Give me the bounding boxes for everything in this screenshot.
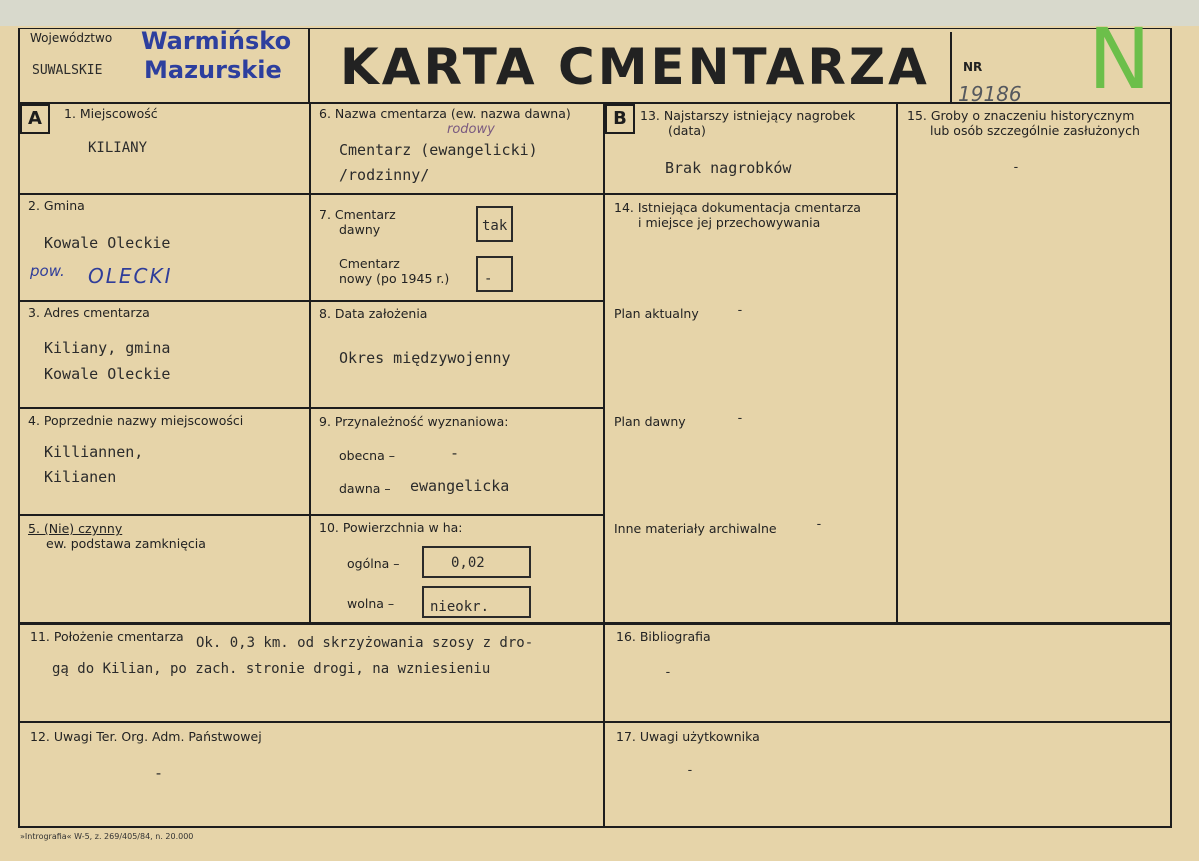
frame-bottom: [18, 826, 1172, 828]
nr-value: 19186: [958, 82, 1022, 106]
f7-label-old-2: dawny: [339, 222, 381, 237]
f4-label: 4. Poprzednie nazwy miejscowości: [28, 413, 244, 428]
f4-line2: Kilianen: [44, 468, 117, 486]
f14-plan-old-value: -: [736, 411, 744, 426]
f9-label: 9. Przynależność wyznaniowa:: [319, 414, 509, 429]
f2-pow-prefix: pow.: [30, 262, 65, 280]
f15-label-line1: 15. Groby o znaczeniu historycznym: [907, 108, 1135, 123]
f16-label: 16. Bibliografia: [616, 629, 711, 644]
row-line-5: [18, 622, 1172, 625]
row-line-3: [18, 407, 605, 409]
f9-former-value: ewangelicka: [410, 477, 510, 495]
row-line-4: [18, 514, 605, 516]
f6-hand-note: rodowy: [447, 122, 495, 137]
f12-label: 12. Uwagi Ter. Org. Adm. Państwowej: [30, 729, 262, 744]
f8-label: 8. Data założenia: [319, 306, 428, 321]
section-a-marker: A: [20, 104, 50, 134]
f3-line1: Kiliany, gmina: [44, 339, 171, 357]
f13-label-line1: 13. Najstarszy istniejący nagrobek: [640, 108, 856, 123]
section-b-marker: B: [605, 104, 635, 134]
f9-current-label: obecna –: [339, 448, 395, 463]
f7-new-value: -: [484, 271, 493, 287]
f10-total-label: ogólna –: [347, 556, 400, 571]
f6-line1: Cmentarz (ewangelicki): [339, 141, 538, 159]
f5-label-line2: ew. podstawa zamknięcia: [46, 536, 206, 551]
f13-value: Brak nagrobków: [665, 159, 792, 177]
f7-old-value: tak: [482, 218, 508, 234]
header-divider-2: [950, 32, 952, 102]
f10-total-value: 0,02: [451, 555, 485, 571]
f15-label-line2: lub osób szczególnie zasłużonych: [930, 123, 1140, 138]
voivodeship-typed: SUWALSKIE: [32, 63, 103, 78]
f7-label-new-1: Cmentarz: [339, 256, 400, 271]
f7-new-box: [476, 256, 513, 292]
f14-plan-current-label: Plan aktualny: [614, 306, 699, 321]
header-divider-1: [308, 28, 310, 103]
printer-imprint: »Intrografia« W-5, z. 269/405/84, n. 20.000: [20, 832, 194, 841]
f11-label: 11. Położenie cmentarza: [30, 629, 184, 644]
scan-top-band: [0, 0, 1199, 26]
row-line-6: [18, 721, 1172, 723]
f3-line2: Kowale Oleckie: [44, 365, 171, 383]
f5-label-line1: 5. (Nie) czynny: [28, 521, 123, 536]
f17-label: 17. Uwagi użytkownika: [616, 729, 760, 744]
f8-value: Okres międzywojenny: [339, 349, 511, 367]
row-line-b13: [603, 193, 897, 195]
f1-label: 1. Miejscowość: [64, 106, 158, 121]
col-divider-a: [309, 102, 311, 624]
f10-free-value: nieokr.: [430, 599, 490, 615]
f14-other-label: Inne materiały archiwalne: [614, 521, 777, 536]
f9-former-label: dawna –: [339, 481, 391, 496]
nr-label: NR: [963, 60, 983, 74]
f17-value: -: [686, 763, 694, 778]
f7-label-new-2: nowy (po 1945 r.): [339, 271, 450, 286]
f14-label-line2: i miejsce jej przechowywania: [638, 215, 821, 230]
f7-label-old-1: 7. Cmentarz: [319, 207, 396, 222]
f14-plan-current-value: -: [736, 303, 744, 318]
f13-label-line2: (data): [668, 123, 706, 138]
f14-other-value: -: [815, 517, 823, 532]
page-title: KARTA CMENTARZA: [340, 38, 930, 96]
f9-current-value: -: [450, 444, 460, 462]
f12-value: -: [154, 764, 164, 782]
f6-label: 6. Nazwa cmentarza (ew. nazwa dawna): [319, 106, 571, 121]
f10-label: 10. Powierzchnia w ha:: [319, 520, 463, 535]
frame-left: [18, 28, 20, 828]
voivodeship-label: Województwo: [30, 31, 113, 45]
f16-value: -: [664, 665, 672, 680]
voivodeship-stamp-line1: Warmińsko: [141, 27, 292, 55]
row-line-2: [18, 300, 605, 302]
f2-label: 2. Gmina: [28, 198, 85, 213]
f4-line1: Killiannen,: [44, 443, 144, 461]
col-divider-b: [603, 102, 605, 826]
frame-right: [1170, 28, 1172, 828]
f11-line2: gą do Kilian, po zach. stronie drogi, na wzniesieniu: [52, 661, 491, 677]
f14-plan-old-label: Plan dawny: [614, 414, 686, 429]
stamp-letter: N: [1088, 10, 1151, 108]
f11-line1: Ok. 0,3 km. od skrzyżowania szosy z dro-: [196, 635, 534, 651]
col-divider-c: [896, 102, 898, 624]
f2-pow-value: OLECKI: [88, 264, 173, 288]
f15-value: -: [1012, 160, 1020, 175]
f6-line2: /rodzinny/: [339, 166, 430, 184]
f14-label-line1: 14. Istniejąca dokumentacja cmentarza: [614, 200, 861, 215]
voivodeship-stamp-line2: Mazurskie: [144, 56, 282, 84]
f10-free-label: wolna –: [347, 596, 395, 611]
f2-value: Kowale Oleckie: [44, 234, 171, 252]
f3-label: 3. Adres cmentarza: [28, 305, 150, 320]
f1-value: KILIANY: [88, 140, 148, 156]
row-line-1: [18, 193, 605, 195]
